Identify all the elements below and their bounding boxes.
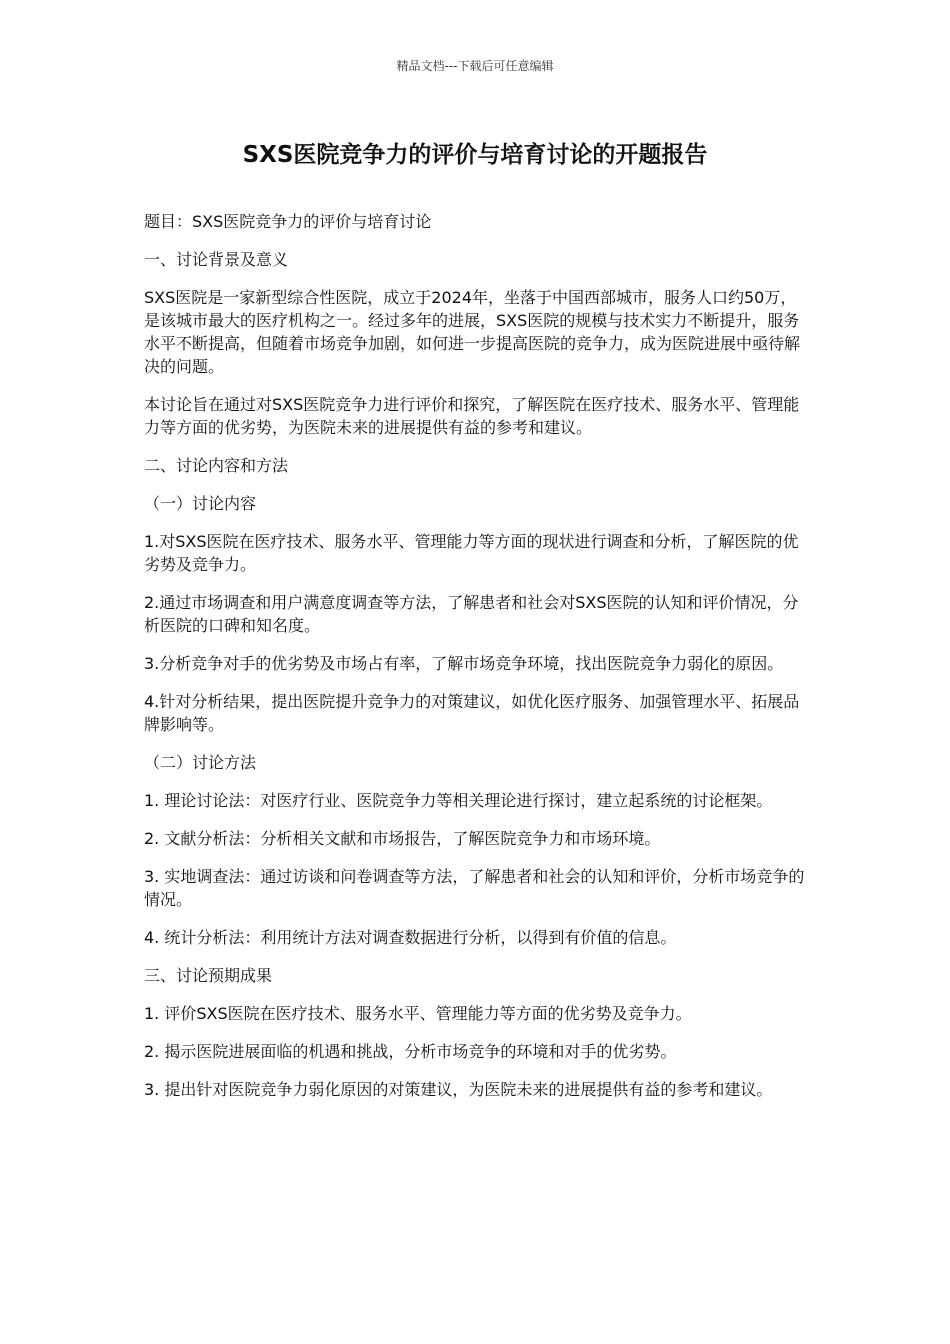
background-paragraph: SXS医院是一家新型综合性医院，成立于2024年，坐落于中国西部城市，服务人口约50万，是该城市最大的医疗机构之一。经过多年的进展，SXS医院的规模与技术实力不断提升，服务水平不断提高，但随着市场竞争加剧，如何进一步提高医院的竞争力，成为医院进展中亟待解决的问题。: [144, 288, 801, 376]
method-item: 4. 统计分析法：利用统计方法对调查数据进行分析，以得到有价值的信息。: [144, 928, 677, 947]
content-item: 2.通过市场调查和用户满意度调查等方法，了解患者和社会对SXS医院的认知和评价情况，分析医院的口碑和知名度。: [144, 593, 799, 635]
method-item: 2. 文献分析法：分析相关文献和市场报告，了解医院竞争力和市场环境。: [144, 829, 661, 848]
outcome-item: 2. 揭示医院进展面临的机遇和挑战，分析市场竞争的环境和对手的优劣势。: [144, 1042, 677, 1061]
method-item: 1. 理论讨论法：对医疗行业、医院竞争力等相关理论进行探讨，建立起系统的讨论框架。: [144, 791, 773, 810]
section-heading-outcomes: 三、讨论预期成果: [144, 966, 273, 985]
content-item: 3.分析竞争对手的优劣势及市场占有率，了解市场竞争环境，找出医院竞争力弱化的原因。: [144, 654, 784, 673]
content-item: 4.针对分析结果，提出医院提升竞争力的对策建议，如优化医疗服务、加强管理水平、拓展品牌影响等。: [144, 692, 800, 734]
document-title: SXS医院竞争力的评价与培育讨论的开题报告: [242, 142, 708, 168]
document-body: [144, 210, 810, 1116]
topic-line: 题目：SXS医院竞争力的评价与培育讨论: [144, 212, 432, 231]
outcome-item: 3. 提出针对医院竞争力弱化原因的对策建议，为医院未来的进展提供有益的参考和建议。: [144, 1080, 773, 1099]
content-item: 1.对SXS医院在医疗技术、服务水平、管理能力等方面的现状进行调查和分析，了解医院的优劣势及竞争力。: [144, 532, 799, 574]
subsection-heading-methods: （二）讨论方法: [144, 753, 257, 772]
outcome-item: 1. 评价SXS医院在医疗技术、服务水平、管理能力等方面的优劣势及竞争力。: [144, 1004, 692, 1023]
method-item: 3. 实地调查法：通过访谈和问卷调查等方法，了解患者和社会的认知和评价，分析市场竞争的情况。: [144, 867, 805, 909]
header-note: 精品文档---下载后可任意编辑: [396, 59, 554, 73]
section-heading-background: 一、讨论背景及意义: [144, 250, 289, 269]
purpose-paragraph: 本讨论旨在通过对SXS医院竞争力进行评价和探究，了解医院在医疗技术、服务水平、管理能力等方面的优劣势，为医院未来的进展提供有益的参考和建议。: [144, 395, 800, 437]
section-heading-content-methods: 二、讨论内容和方法: [144, 456, 289, 475]
subsection-heading-content: （一）讨论内容: [144, 494, 257, 513]
